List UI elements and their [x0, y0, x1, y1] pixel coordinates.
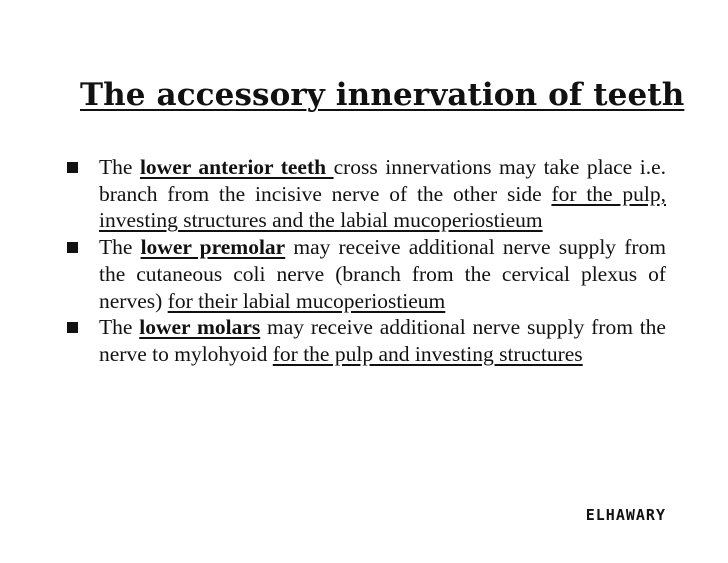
- bullet-term: lower premolar: [140, 235, 286, 260]
- bullet-target-text: for the pulp, investing structures and the labial mucoperiostieum: [99, 181, 667, 233]
- bullet-lead-text: The: [99, 155, 140, 179]
- bullet-body-text: cross innervations may take place i.e. branch from the incisive nerve of the other side: [99, 155, 666, 206]
- square-bullet-icon: [67, 162, 78, 173]
- bullet-body-text: may receive additional nerve supply from the cutaneous coli nerve (branch from the cervical plexus of nerves): [99, 235, 666, 313]
- square-bullet-icon: [67, 242, 78, 253]
- bullet-lower-molars: [64, 314, 666, 367]
- bullet-target-text: for their labial mucoperiostieum: [167, 288, 446, 313]
- bullet-list: [64, 154, 666, 368]
- author-signature: ELHAWARY: [585, 506, 666, 524]
- slide-title: The accessory innervation of teeth: [80, 77, 685, 113]
- bullet-lower-premolar: [64, 234, 666, 314]
- bullet-lead-text: The: [99, 235, 141, 260]
- bullet-target-text: for the pulp and investing structures: [272, 341, 583, 366]
- square-bullet-icon: [67, 322, 78, 333]
- bullet-term: lower molars: [139, 315, 261, 340]
- bullet-lower-anterior-teeth: [64, 154, 666, 234]
- bullet-body-text: may receive additional nerve supply from the nerve to mylohyoid: [99, 315, 666, 366]
- bullet-lead-text: The: [99, 315, 140, 340]
- bullet-term: lower anterior teeth: [139, 155, 334, 179]
